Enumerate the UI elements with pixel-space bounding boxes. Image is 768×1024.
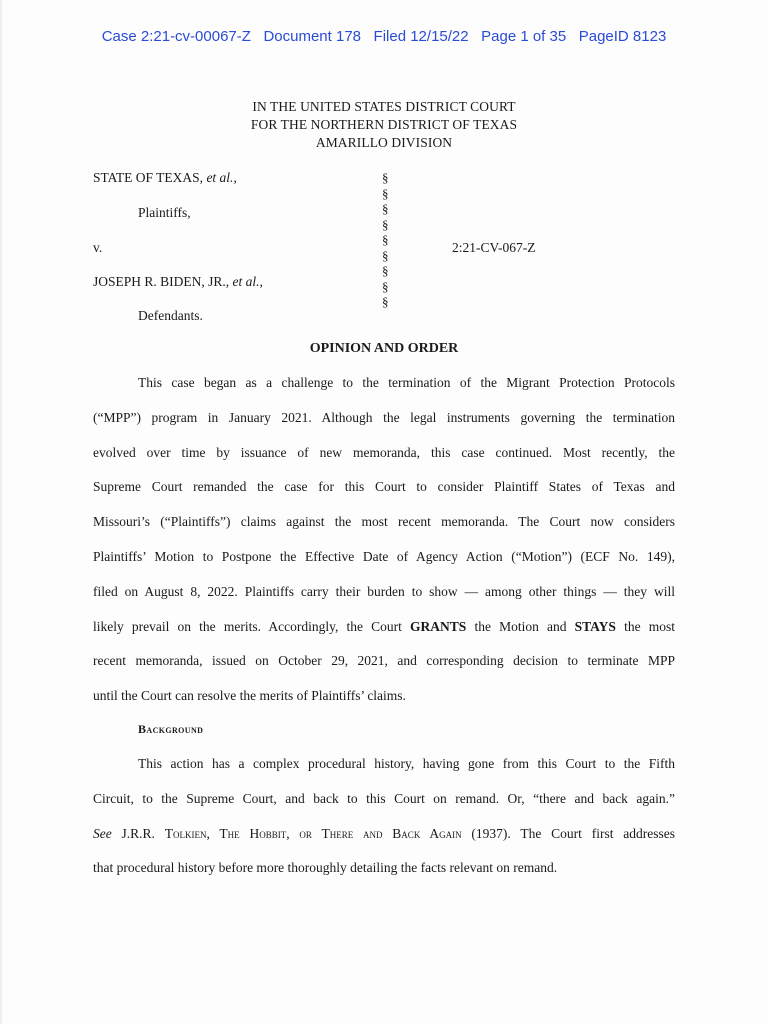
text-line: Circuit, to the Supreme Court, and back to this Court on remand. Or, “there and back again.” (93, 790, 675, 806)
section-mark: § (382, 216, 389, 232)
grants-emphasis: GRANTS (410, 618, 467, 634)
versus: v. (93, 240, 103, 255)
text-line: likely prevail on the merits. Accordingly, the Court GRANTS the Motion and STAYS the most (93, 618, 675, 634)
court-line-1: IN THE UNITED STATES DISTRICT COURT (252, 99, 516, 114)
document-title: OPINION AND ORDER (309, 341, 459, 356)
header-case: Case 2:21-cv-00067-Z (101, 28, 251, 45)
section-heading-background: Background (138, 722, 204, 736)
section-mark: § (382, 278, 389, 294)
defendants-label: Defendants. (138, 308, 203, 323)
section-mark: § (382, 185, 389, 201)
header-filed: Filed 12/15/22 (373, 28, 469, 45)
text-line: filed on August 8, 2022. Plaintiffs carry their burden to show — among other things — they will (93, 583, 675, 599)
text-line: evolved over time by issuance of new memoranda, this case continued. Most recently, the (93, 444, 675, 460)
plaintiffs-label: Plaintiffs, (138, 205, 191, 220)
court-heading (0, 98, 768, 152)
case-number: 2:21-CV-067-Z (452, 240, 536, 255)
text-line: Missouri’s (“Plaintiffs”) claims against the most recent memoranda. The Court now considers (93, 514, 675, 530)
section-marks-column (382, 170, 389, 310)
defendant-party: JOSEPH R. BIDEN, JR., et al., (93, 274, 263, 289)
text-line: recent memoranda, issued on October 29, 2021, and corresponding decision to terminate MPP (93, 653, 675, 669)
stays-emphasis: STAYS (574, 618, 616, 634)
text-line: (“MPP”) program in January 2021. Although the legal instruments governing the termination (93, 409, 675, 425)
text-line: Plaintiffs’ Motion to Postpone the Effective Date of Agency Action (“Motion”) (ECF No. 149), (93, 548, 675, 564)
header-document: Document 178 (263, 28, 362, 45)
text-line: This case began as a challenge to the termination of the Migrant Protection Protocols (138, 375, 675, 390)
section-mark: § (382, 232, 389, 247)
header-page: Page 1 of 35 (481, 28, 567, 45)
text-line: See J.R.R. Tolkien, The Hobbit, or There and Back Again (1937). The Court first addresses (93, 825, 675, 841)
court-line-2: FOR THE NORTHERN DISTRICT OF TEXAS (250, 117, 518, 132)
text-line: Supreme Court remanded the case for this Court to consider Plaintiff States of Texas and (93, 479, 675, 495)
intro-paragraph (93, 366, 675, 714)
section-mark: § (382, 201, 389, 216)
text-line: that procedural history before more thoroughly detailing the facts relevant on remand. (93, 860, 558, 876)
plaintiff-party: STATE OF TEXAS, et al., (93, 170, 237, 185)
section-mark: § (382, 263, 389, 278)
book-citation: Tolkien, The Hobbit, or There and Back Again (164, 825, 462, 841)
background-paragraph (93, 747, 675, 886)
section-mark: § (382, 247, 389, 263)
section-mark: § (382, 170, 389, 185)
header-pageid: PageID 8123 (578, 28, 667, 45)
ecf-header (0, 28, 768, 45)
court-line-3: AMARILLO DIVISION (315, 135, 453, 150)
section-mark: § (382, 294, 389, 309)
text-line: This action has a complex procedural history, having gone from this Court to the Fifth (138, 756, 675, 771)
text-line: until the Court can resolve the merits of Plaintiffs’ claims. (93, 688, 406, 704)
see-signal: See (93, 825, 112, 841)
scan-edge (0, 0, 3, 1024)
